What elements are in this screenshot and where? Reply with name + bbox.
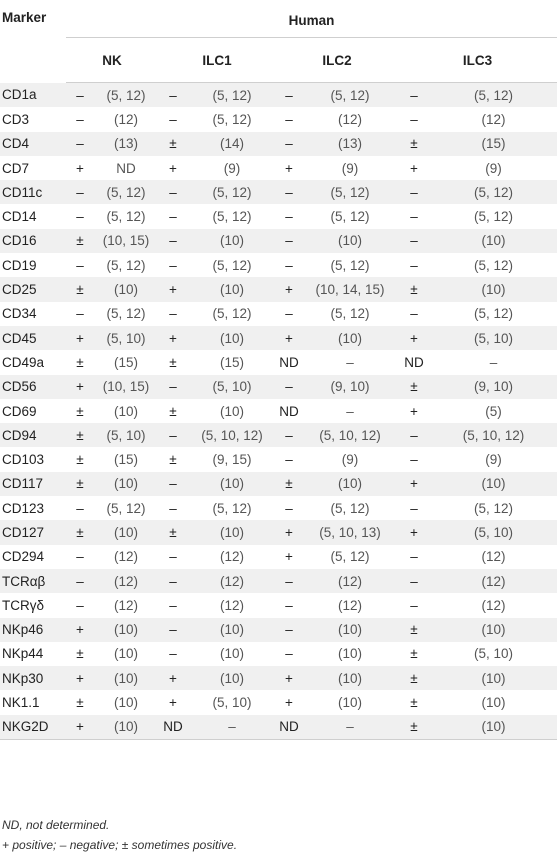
expression-sign-cell: + <box>158 156 188 180</box>
expression-sign-cell: ND <box>398 350 430 374</box>
expression-sign-cell: – <box>158 496 188 520</box>
reference-cell: (5, 12) <box>430 204 557 228</box>
reference-cell: (5, 12) <box>302 83 398 108</box>
table-row <box>0 156 557 180</box>
expression-sign-cell: + <box>276 666 302 690</box>
reference-cell: (10, 15) <box>94 375 158 399</box>
reference-cell: (5, 10) <box>94 423 158 447</box>
expression-sign-cell: ND <box>276 350 302 374</box>
reference-cell: (10) <box>302 229 398 253</box>
reference-cell: (10) <box>302 666 398 690</box>
reference-cell: (5, 12) <box>94 180 158 204</box>
marker-cell: TCRγδ <box>0 593 66 617</box>
reference-cell: – <box>430 350 557 374</box>
reference-cell: (5, 12) <box>94 496 158 520</box>
ilc1-column-header: ILC1 <box>158 38 276 83</box>
marker-cell: CD103 <box>0 447 66 471</box>
reference-cell: (13) <box>94 132 158 156</box>
reference-cell: (10) <box>94 642 158 666</box>
table-body <box>0 83 557 740</box>
reference-cell: (10) <box>188 326 276 350</box>
reference-cell: (5) <box>430 399 557 423</box>
marker-cell: CD56 <box>0 375 66 399</box>
expression-sign-cell: – <box>276 593 302 617</box>
marker-cell: CD16 <box>0 229 66 253</box>
expression-sign-cell: ± <box>158 399 188 423</box>
reference-cell: (5, 12) <box>188 496 276 520</box>
expression-sign-cell: ± <box>398 715 430 740</box>
reference-cell: (5, 12) <box>302 496 398 520</box>
reference-cell: (12) <box>188 545 276 569</box>
reference-cell: (10) <box>430 715 557 740</box>
table-row <box>0 715 557 740</box>
expression-sign-cell: ± <box>398 642 430 666</box>
marker-cell: CD123 <box>0 496 66 520</box>
reference-cell: (9) <box>430 447 557 471</box>
table-row <box>0 593 557 617</box>
table-row <box>0 520 557 544</box>
reference-cell: (5, 10) <box>188 375 276 399</box>
reference-cell: (5, 12) <box>94 253 158 277</box>
table-row <box>0 204 557 228</box>
expression-sign-cell: – <box>398 180 430 204</box>
expression-sign-cell: + <box>158 326 188 350</box>
expression-sign-cell: ± <box>398 277 430 301</box>
reference-cell: (10, 15) <box>94 229 158 253</box>
marker-cell: CD69 <box>0 399 66 423</box>
reference-cell: (10) <box>94 277 158 301</box>
expression-sign-cell: ± <box>66 520 94 544</box>
human-group-header: Human <box>66 4 557 38</box>
expression-sign-cell: ND <box>276 399 302 423</box>
reference-cell: (10) <box>188 520 276 544</box>
expression-sign-cell: – <box>398 253 430 277</box>
expression-sign-cell: ± <box>158 520 188 544</box>
table-row <box>0 666 557 690</box>
expression-sign-cell: – <box>276 132 302 156</box>
reference-cell: (5, 12) <box>188 253 276 277</box>
expression-sign-cell: + <box>158 277 188 301</box>
expression-sign-cell: ND <box>158 715 188 740</box>
expression-sign-cell: – <box>66 545 94 569</box>
expression-sign-cell: – <box>66 496 94 520</box>
marker-cell: CD4 <box>0 132 66 156</box>
table-row <box>0 375 557 399</box>
table-row <box>0 447 557 471</box>
expression-sign-cell: ± <box>66 642 94 666</box>
expression-sign-cell: + <box>398 156 430 180</box>
reference-cell: (5, 12) <box>302 302 398 326</box>
reference-cell: (5, 12) <box>188 204 276 228</box>
marker-cell: NK1.1 <box>0 690 66 714</box>
expression-sign-cell: + <box>158 690 188 714</box>
expression-sign-cell: – <box>66 132 94 156</box>
reference-cell: (10) <box>188 618 276 642</box>
reference-cell: (10) <box>188 399 276 423</box>
reference-cell: (10) <box>302 472 398 496</box>
expression-sign-cell: ± <box>158 350 188 374</box>
expression-sign-cell: + <box>66 375 94 399</box>
reference-cell: (15) <box>430 132 557 156</box>
table-row <box>0 107 557 131</box>
table-row <box>0 399 557 423</box>
expression-sign-cell: – <box>158 569 188 593</box>
table-row <box>0 690 557 714</box>
expression-sign-cell: – <box>158 180 188 204</box>
marker-cell: NKG2D <box>0 715 66 740</box>
table-row <box>0 229 557 253</box>
reference-cell: (10, 14, 15) <box>302 277 398 301</box>
expression-sign-cell: + <box>276 326 302 350</box>
reference-cell: (5, 12) <box>94 204 158 228</box>
marker-cell: CD25 <box>0 277 66 301</box>
table-row <box>0 423 557 447</box>
marker-cell: CD34 <box>0 302 66 326</box>
reference-cell: (10) <box>430 666 557 690</box>
expression-sign-cell: + <box>276 545 302 569</box>
expression-sign-cell: – <box>398 593 430 617</box>
reference-cell: (5, 10, 13) <box>302 520 398 544</box>
reference-cell: (5, 10) <box>94 326 158 350</box>
reference-cell: (12) <box>94 593 158 617</box>
marker-cell: CD45 <box>0 326 66 350</box>
reference-cell: (10) <box>188 666 276 690</box>
expression-sign-cell: – <box>276 229 302 253</box>
reference-cell: (5, 12) <box>302 253 398 277</box>
expression-sign-cell: – <box>398 83 430 108</box>
reference-cell: (13) <box>302 132 398 156</box>
expression-sign-cell: – <box>158 83 188 108</box>
expression-sign-cell: – <box>398 569 430 593</box>
reference-cell: (5, 12) <box>430 180 557 204</box>
expression-sign-cell: – <box>276 447 302 471</box>
expression-sign-cell: ± <box>66 472 94 496</box>
ilc2-column-header: ILC2 <box>276 38 398 83</box>
expression-sign-cell: – <box>158 253 188 277</box>
table-row <box>0 350 557 374</box>
expression-sign-cell: + <box>398 326 430 350</box>
expression-sign-cell: ± <box>66 277 94 301</box>
expression-sign-cell: – <box>66 83 94 108</box>
expression-sign-cell: + <box>276 156 302 180</box>
reference-cell: (9) <box>188 156 276 180</box>
expression-sign-cell: + <box>398 520 430 544</box>
expression-sign-cell: + <box>66 156 94 180</box>
marker-cell: CD127 <box>0 520 66 544</box>
expression-sign-cell: – <box>66 569 94 593</box>
reference-cell: (12) <box>302 593 398 617</box>
reference-cell: (9) <box>302 156 398 180</box>
expression-sign-cell: – <box>398 302 430 326</box>
reference-cell: (5, 10) <box>430 326 557 350</box>
marker-cell: CD3 <box>0 107 66 131</box>
reference-cell: (12) <box>430 569 557 593</box>
reference-cell: (12) <box>430 545 557 569</box>
marker-cell: CD19 <box>0 253 66 277</box>
expression-sign-cell: – <box>66 204 94 228</box>
expression-sign-cell: – <box>276 83 302 108</box>
reference-cell: (5, 12) <box>188 107 276 131</box>
table-row <box>0 253 557 277</box>
table-row <box>0 472 557 496</box>
expression-sign-cell: – <box>66 302 94 326</box>
reference-cell: (10) <box>94 666 158 690</box>
expression-sign-cell: – <box>158 618 188 642</box>
expression-sign-cell: + <box>398 472 430 496</box>
marker-cell: CD294 <box>0 545 66 569</box>
expression-sign-cell: ND <box>276 715 302 740</box>
expression-sign-cell: – <box>398 447 430 471</box>
expression-sign-cell: – <box>158 229 188 253</box>
expression-sign-cell: – <box>66 593 94 617</box>
reference-cell: – <box>302 715 398 740</box>
table-row <box>0 618 557 642</box>
marker-cell: CD94 <box>0 423 66 447</box>
reference-cell: (12) <box>188 569 276 593</box>
reference-cell: (15) <box>188 350 276 374</box>
expression-sign-cell: + <box>276 277 302 301</box>
reference-cell: (9) <box>430 156 557 180</box>
reference-cell: (5, 10) <box>188 690 276 714</box>
table-row <box>0 132 557 156</box>
expression-sign-cell: ± <box>66 423 94 447</box>
reference-cell: (5, 10, 12) <box>188 423 276 447</box>
reference-cell: (5, 12) <box>188 180 276 204</box>
reference-cell: (10) <box>430 690 557 714</box>
expression-sign-cell: ± <box>398 690 430 714</box>
expression-sign-cell: ± <box>398 375 430 399</box>
expression-sign-cell: – <box>276 180 302 204</box>
footnote-legend: + positive; – negative; ± sometimes positive. <box>2 838 238 852</box>
marker-cell: CD1a <box>0 83 66 108</box>
reference-cell: (10) <box>302 326 398 350</box>
expression-sign-cell: – <box>158 423 188 447</box>
expression-sign-cell: – <box>276 375 302 399</box>
expression-sign-cell: – <box>398 204 430 228</box>
table-row <box>0 326 557 350</box>
marker-table <box>0 4 557 740</box>
reference-cell: – <box>302 399 398 423</box>
reference-cell: (15) <box>94 350 158 374</box>
expression-sign-cell: – <box>276 107 302 131</box>
reference-cell: (5, 12) <box>302 204 398 228</box>
expression-sign-cell: – <box>276 642 302 666</box>
expression-sign-cell: ± <box>66 399 94 423</box>
marker-cell: CD7 <box>0 156 66 180</box>
expression-sign-cell: – <box>276 423 302 447</box>
reference-cell: (10) <box>302 618 398 642</box>
expression-sign-cell: – <box>158 302 188 326</box>
expression-sign-cell: – <box>158 472 188 496</box>
table-row <box>0 83 557 108</box>
expression-sign-cell: – <box>276 204 302 228</box>
expression-sign-cell: – <box>398 229 430 253</box>
expression-sign-cell: ± <box>158 447 188 471</box>
reference-cell: (10) <box>94 472 158 496</box>
marker-cell: CD11c <box>0 180 66 204</box>
reference-cell: ND <box>94 156 158 180</box>
expression-sign-cell: ± <box>158 132 188 156</box>
reference-cell: (10) <box>188 642 276 666</box>
expression-sign-cell: – <box>276 253 302 277</box>
reference-cell: (9) <box>302 447 398 471</box>
table-row <box>0 302 557 326</box>
reference-cell: (10) <box>430 472 557 496</box>
reference-cell: (5, 10) <box>430 642 557 666</box>
reference-cell: (9, 15) <box>188 447 276 471</box>
expression-sign-cell: – <box>158 545 188 569</box>
expression-sign-cell: – <box>276 618 302 642</box>
reference-cell: (10) <box>302 642 398 666</box>
expression-sign-cell: + <box>66 618 94 642</box>
table-footnotes <box>2 815 237 855</box>
expression-sign-cell: – <box>66 253 94 277</box>
expression-sign-cell: – <box>276 496 302 520</box>
expression-sign-cell: – <box>158 107 188 131</box>
expression-sign-cell: + <box>66 326 94 350</box>
expression-sign-cell: – <box>276 302 302 326</box>
marker-cell: CD117 <box>0 472 66 496</box>
ilc3-column-header: ILC3 <box>398 38 557 83</box>
reference-cell: (12) <box>302 107 398 131</box>
expression-sign-cell: ± <box>66 229 94 253</box>
expression-sign-cell: – <box>398 545 430 569</box>
reference-cell: (10) <box>430 618 557 642</box>
expression-sign-cell: ± <box>398 666 430 690</box>
reference-cell: (5, 12) <box>430 496 557 520</box>
expression-sign-cell: – <box>158 204 188 228</box>
reference-cell: (5, 10, 12) <box>430 423 557 447</box>
reference-cell: (12) <box>430 593 557 617</box>
reference-cell: (10) <box>94 618 158 642</box>
marker-cell: TCRαβ <box>0 569 66 593</box>
expression-sign-cell: + <box>398 399 430 423</box>
table-row <box>0 277 557 301</box>
reference-cell: (12) <box>94 107 158 131</box>
expression-sign-cell: – <box>158 375 188 399</box>
expression-sign-cell: + <box>66 715 94 740</box>
table-row <box>0 545 557 569</box>
expression-sign-cell: ± <box>398 618 430 642</box>
expression-sign-cell: – <box>158 642 188 666</box>
table-row <box>0 642 557 666</box>
reference-cell: (10) <box>188 229 276 253</box>
marker-column-header: Marker <box>2 10 47 25</box>
table-row <box>0 569 557 593</box>
marker-cell: NKp30 <box>0 666 66 690</box>
marker-cell: NKp44 <box>0 642 66 666</box>
reference-cell: (5, 12) <box>94 83 158 108</box>
reference-cell: (10) <box>188 277 276 301</box>
reference-cell: (5, 12) <box>430 302 557 326</box>
expression-sign-cell: – <box>276 569 302 593</box>
reference-cell: (12) <box>188 593 276 617</box>
table-row <box>0 496 557 520</box>
nk-column-header: NK <box>66 38 158 83</box>
expression-sign-cell: ± <box>66 690 94 714</box>
reference-cell: (14) <box>188 132 276 156</box>
reference-cell: (5, 12) <box>94 302 158 326</box>
table-row <box>0 180 557 204</box>
reference-cell: (5, 12) <box>430 253 557 277</box>
reference-cell: (5, 12) <box>430 83 557 108</box>
reference-cell: (5, 12) <box>302 545 398 569</box>
expression-sign-cell: ± <box>276 472 302 496</box>
reference-cell: (5, 12) <box>302 180 398 204</box>
reference-cell: (12) <box>302 569 398 593</box>
expression-sign-cell: – <box>158 593 188 617</box>
expression-sign-cell: + <box>276 690 302 714</box>
expression-sign-cell: ± <box>398 132 430 156</box>
reference-cell: (5, 12) <box>188 302 276 326</box>
marker-cell: CD14 <box>0 204 66 228</box>
marker-cell: NKp46 <box>0 618 66 642</box>
reference-cell: (12) <box>94 545 158 569</box>
reference-cell: (10) <box>94 715 158 740</box>
expression-sign-cell: – <box>398 496 430 520</box>
reference-cell: (10) <box>94 690 158 714</box>
reference-cell: (10) <box>430 277 557 301</box>
reference-cell: (9, 10) <box>430 375 557 399</box>
reference-cell: – <box>302 350 398 374</box>
reference-cell: (10) <box>94 520 158 544</box>
reference-cell: (15) <box>94 447 158 471</box>
marker-cell: CD49a <box>0 350 66 374</box>
reference-cell: (10) <box>188 472 276 496</box>
reference-cell: (5, 12) <box>188 83 276 108</box>
expression-sign-cell: + <box>276 520 302 544</box>
reference-cell: (5, 10) <box>430 520 557 544</box>
reference-cell: (9, 10) <box>302 375 398 399</box>
expression-sign-cell: ± <box>66 350 94 374</box>
reference-cell: (12) <box>430 107 557 131</box>
expression-sign-cell: ± <box>66 447 94 471</box>
expression-sign-cell: + <box>158 666 188 690</box>
reference-cell: (10) <box>94 399 158 423</box>
reference-cell: (12) <box>94 569 158 593</box>
expression-sign-cell: – <box>66 107 94 131</box>
reference-cell: – <box>188 715 276 740</box>
reference-cell: (10) <box>302 690 398 714</box>
reference-cell: (5, 10, 12) <box>302 423 398 447</box>
expression-sign-cell: + <box>66 666 94 690</box>
footnote-nd: ND, not determined. <box>2 818 110 832</box>
expression-sign-cell: – <box>398 423 430 447</box>
expression-sign-cell: – <box>66 180 94 204</box>
reference-cell: (10) <box>430 229 557 253</box>
expression-sign-cell: – <box>398 107 430 131</box>
